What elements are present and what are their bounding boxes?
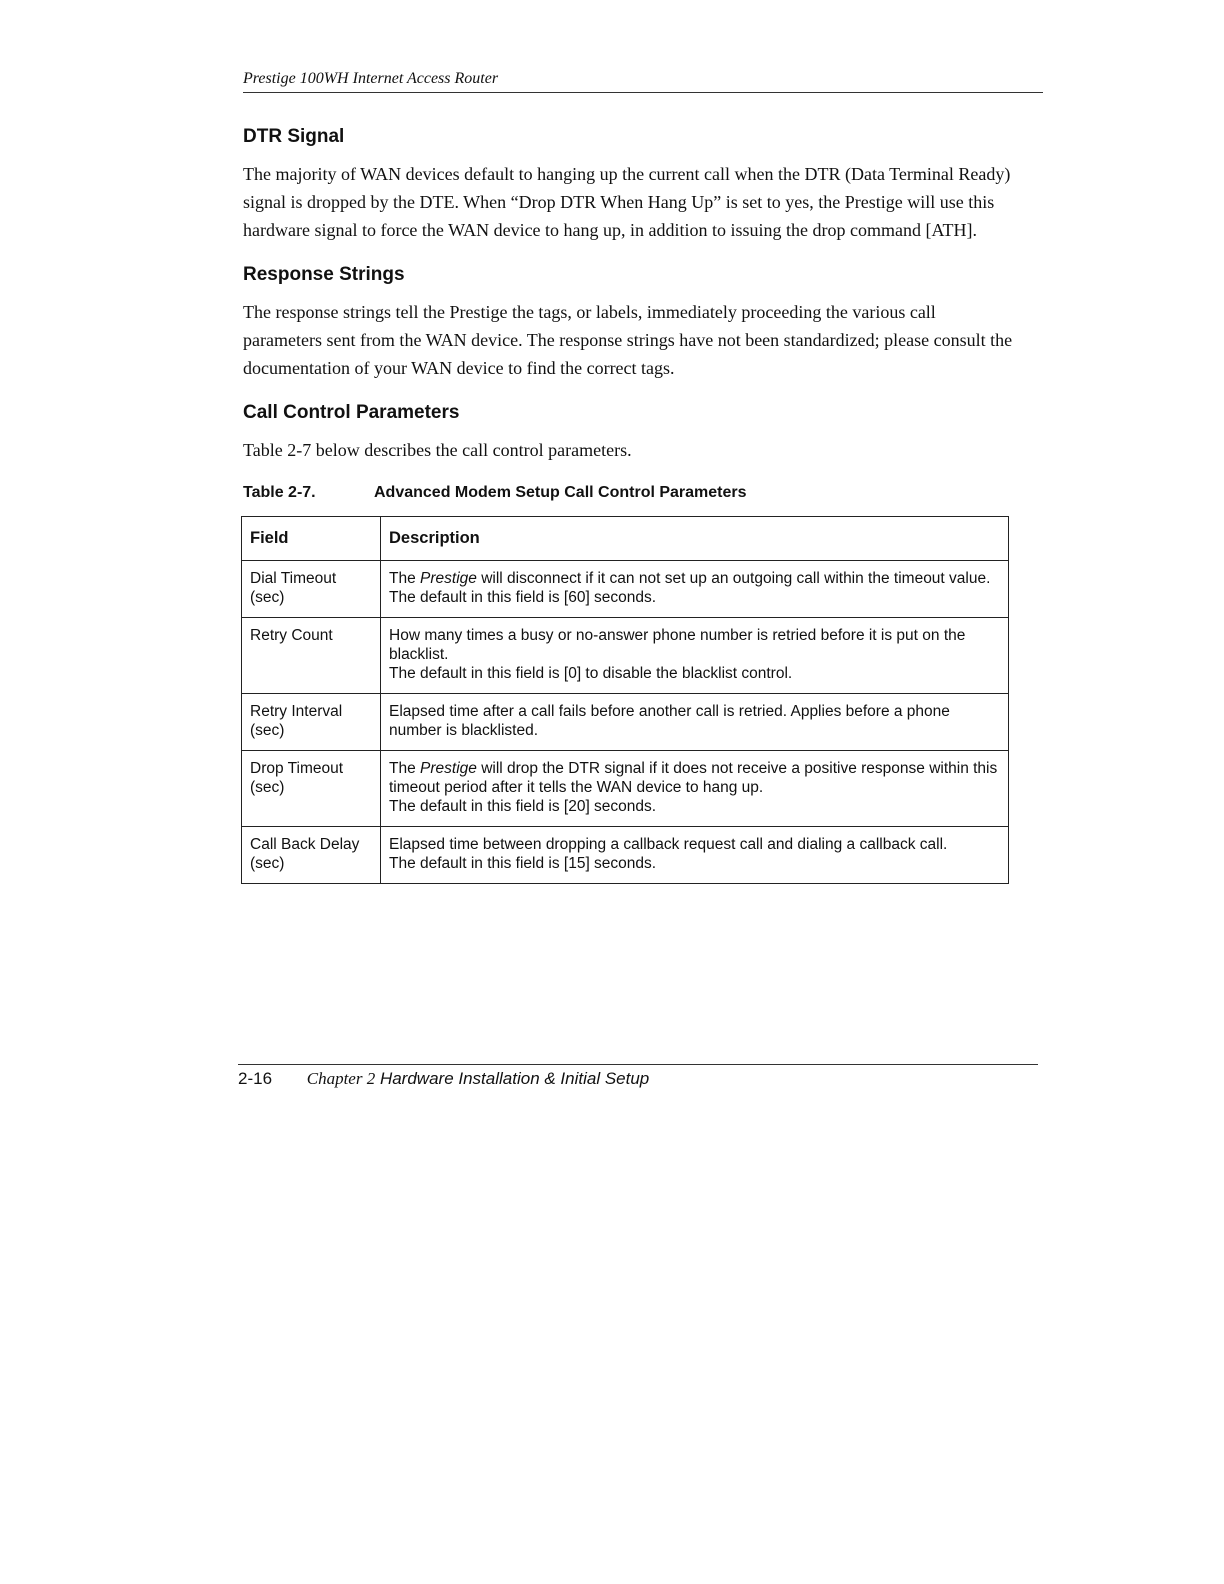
table-row bbox=[242, 561, 1009, 618]
description-em: Prestige bbox=[420, 760, 477, 777]
table-header-row bbox=[242, 517, 1009, 561]
description-pre: The default in this field is [0] to disable the blacklist control. bbox=[389, 665, 793, 682]
page-footer bbox=[238, 1064, 1038, 1089]
description-line bbox=[389, 835, 1000, 854]
table-row bbox=[242, 751, 1009, 827]
running-title: Prestige 100WH Internet Access Router bbox=[243, 70, 499, 87]
table-row bbox=[242, 618, 1009, 694]
table-body bbox=[242, 561, 1009, 884]
table-title: Advanced Modem Setup Call Control Parameters bbox=[374, 484, 747, 501]
description-line bbox=[389, 664, 1000, 683]
description-pre: The bbox=[389, 570, 421, 587]
chapter-title: Hardware Installation & Initial Setup bbox=[379, 1069, 650, 1088]
description-em: Prestige bbox=[420, 570, 477, 587]
call-control-table bbox=[241, 516, 1009, 884]
description-line bbox=[389, 588, 1000, 607]
description-line bbox=[389, 702, 1000, 740]
page-number: 2-16 bbox=[238, 1069, 273, 1088]
table-caption bbox=[243, 484, 1018, 502]
page-content bbox=[243, 126, 1018, 884]
description-post: will drop the DTR signal if it does not receive a positive response within this timeout period after it tells the WAN device to hang up. bbox=[389, 760, 998, 796]
description-pre: Elapsed time between dropping a callback request call and dialing a callback call. bbox=[389, 836, 948, 853]
description-pre: The default in this field is [20] seconds. bbox=[389, 798, 657, 815]
section-heading-call-control: Call Control Parameters bbox=[243, 402, 460, 423]
header-field: Field bbox=[242, 517, 381, 561]
section-heading-dtr: DTR Signal bbox=[243, 126, 345, 147]
field-cell: Dial Timeout (sec) bbox=[242, 561, 381, 618]
table-number: Table 2-7. bbox=[243, 484, 316, 501]
description-pre: The default in this field is [15] seconds. bbox=[389, 855, 657, 872]
description-line bbox=[389, 797, 1000, 816]
field-cell: Retry Interval (sec) bbox=[242, 694, 381, 751]
section-text-dtr: The majority of WAN devices default to hanging up the current call when the DTR (Data Terminal Ready) signal is dropped by the DTE. When “Drop DTR When Hang Up” is set to yes, the Prestige will use this hardware signal to force the WAN device to hang up, in addition to issuing the drop command [ATH]. bbox=[243, 164, 1011, 240]
description-cell bbox=[381, 827, 1009, 884]
description-cell bbox=[381, 751, 1009, 827]
table-row bbox=[242, 827, 1009, 884]
running-header bbox=[243, 70, 1043, 93]
section-heading-response: Response Strings bbox=[243, 264, 405, 285]
description-line bbox=[389, 626, 1000, 664]
field-cell: Drop Timeout (sec) bbox=[242, 751, 381, 827]
section-text-response: The response strings tell the Prestige the tags, or labels, immediately proceeding the various call parameters sent from the WAN device. The response strings have not been standardized; please consult the documentation of your WAN device to find the correct tags. bbox=[243, 302, 1013, 378]
chapter-label: Chapter 2 bbox=[306, 1069, 376, 1088]
description-pre: How many times a busy or no-answer phone number is retried before it is put on the blacklist. bbox=[389, 627, 966, 663]
description-line bbox=[389, 854, 1000, 873]
table-row bbox=[242, 694, 1009, 751]
description-cell bbox=[381, 561, 1009, 618]
description-cell bbox=[381, 694, 1009, 751]
description-pre: The bbox=[389, 760, 421, 777]
section-text-call-control: Table 2-7 below describes the call control parameters. bbox=[243, 440, 632, 460]
field-cell: Retry Count bbox=[242, 618, 381, 694]
description-cell bbox=[381, 618, 1009, 694]
description-pre: The default in this field is [60] seconds. bbox=[389, 589, 657, 606]
header-description: Description bbox=[381, 517, 1009, 561]
description-line bbox=[389, 759, 1000, 797]
description-line bbox=[389, 569, 1000, 588]
description-pre: Elapsed time after a call fails before another call is retried. Applies before a phone number is blacklisted. bbox=[389, 703, 950, 739]
field-cell: Call Back Delay (sec) bbox=[242, 827, 381, 884]
description-post: will disconnect if it can not set up an outgoing call within the timeout value. bbox=[476, 570, 991, 587]
